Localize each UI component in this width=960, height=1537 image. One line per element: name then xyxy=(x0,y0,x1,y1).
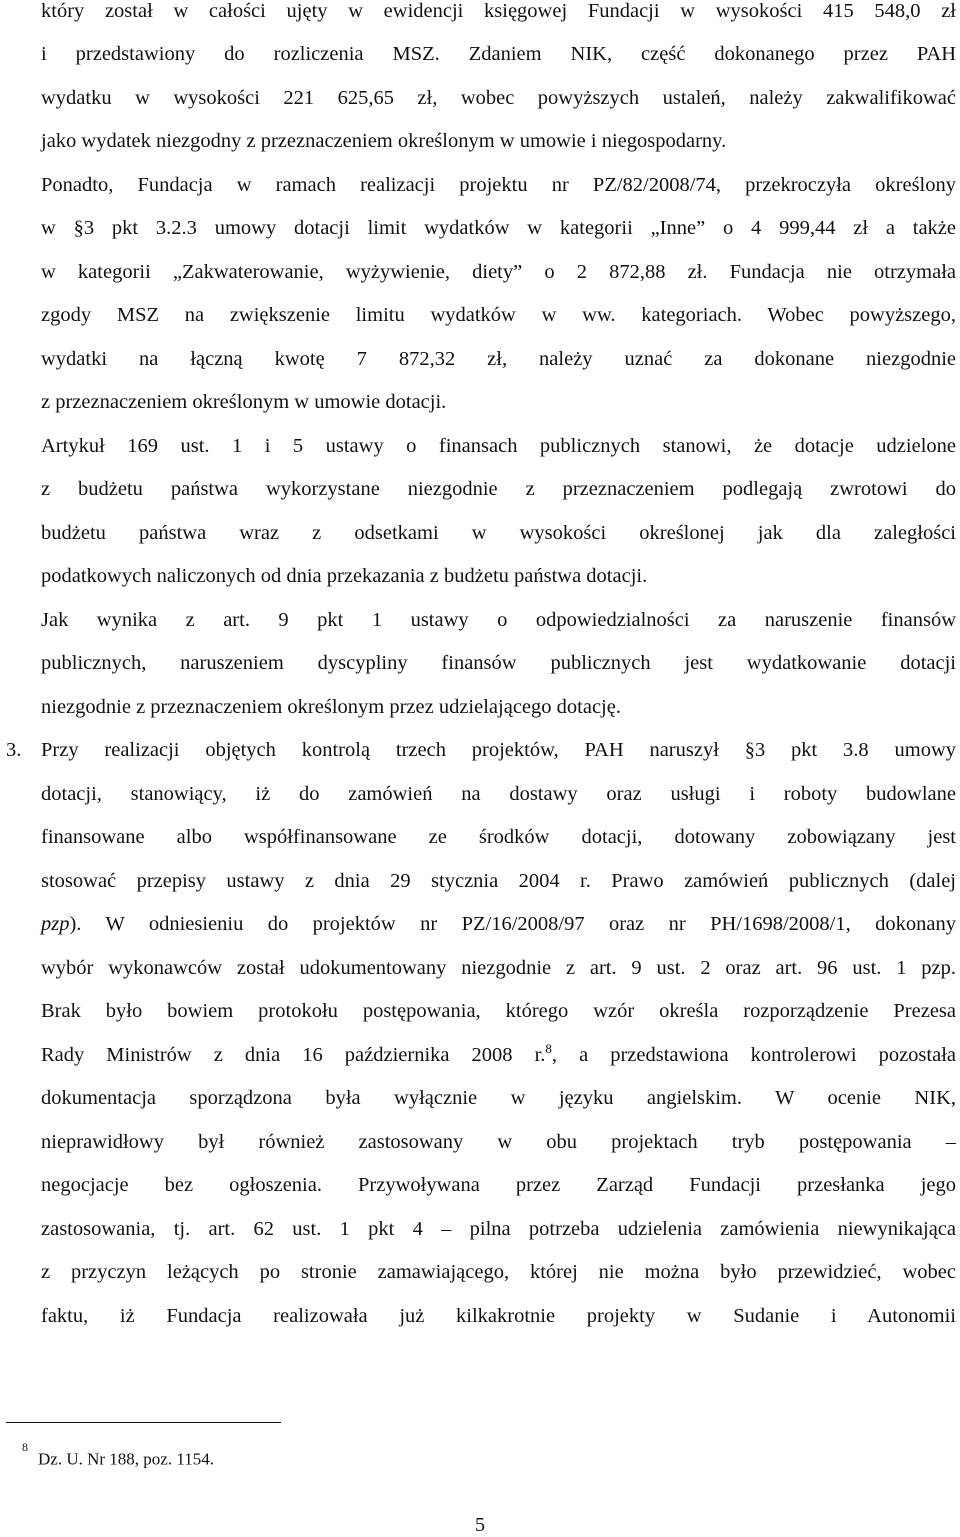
text-line: budżetu państwa wraz z odsetkami w wysokości określonej jak dla zaległości xyxy=(41,522,956,544)
italic-abbreviation: pzp xyxy=(41,913,70,935)
footnote xyxy=(22,1440,214,1471)
text-line: Artykuł 169 ust. 1 i 5 ustawy o finansach publicznych stanowi, że dotacje udzielone xyxy=(41,435,956,457)
text-line: nieprawidłowy był również zastosowany w obu projektach tryb postępowania – xyxy=(41,1131,956,1153)
text-line: faktu, iż Fundacja realizowała już kilkakrotnie projekty w Sudanie i Autonomii xyxy=(41,1305,956,1327)
footnote-mark: 8 xyxy=(22,1440,28,1454)
text-line: dokumentacja sporządzona była wyłącznie w języku angielskim. W ocenie NIK, xyxy=(41,1087,956,1109)
text-segment: ). W odniesieniu do projektów nr PZ/16/2008/97 oraz nr PH/1698/2008/1, dokonany xyxy=(69,913,956,935)
footnote-divider xyxy=(6,1422,281,1423)
footnote-reference: 8 xyxy=(545,1041,552,1057)
text-line: Przy realizacji objętych kontrolą trzech projektów, PAH naruszył §3 pkt 3.8 umowy xyxy=(41,739,956,761)
text-line: z przeznaczeniem określonym w umowie dotacji. xyxy=(41,391,447,413)
text-line: stosować przepisy ustawy z dnia 29 stycznia 2004 r. Prawo zamówień publicznych (dalej xyxy=(41,870,956,892)
text-line: w kategorii „Zakwaterowanie, wyżywienie, diety” o 2 872,88 zł. Fundacja nie otrzymała xyxy=(41,261,956,283)
text-segment: Rady Ministrów z dnia 16 października 2008 r. xyxy=(41,1044,546,1066)
text-line xyxy=(41,1042,956,1068)
text-line: publicznych, naruszeniem dyscypliny finansów publicznych jest wydatkowanie dotacji xyxy=(41,652,956,674)
text-line: zgody MSZ na zwiększenie limitu wydatków w ww. kategoriach. Wobec powyższego, xyxy=(41,304,956,326)
text-line: wydatku w wysokości 221 625,65 zł, wobec powyższych ustaleń, należy zakwalifikować xyxy=(41,87,956,109)
text-line: dotacji, stanowiący, iż do zamówień na dostawy oraz usługi i roboty budowlane xyxy=(41,783,956,805)
text-line: Jak wynika z art. 9 pkt 1 ustawy o odpowiedzialności za naruszenie finansów xyxy=(41,609,956,631)
text-line: Ponadto, Fundacja w ramach realizacji projektu nr PZ/82/2008/74, przekroczyła określony xyxy=(41,174,956,196)
text-line: niezgodnie z przeznaczeniem określonym przez udzielającego dotację. xyxy=(41,696,621,718)
text-line: i przedstawiony do rozliczenia MSZ. Zdaniem NIK, część dokonanego przez PAH xyxy=(41,43,956,65)
text-line: z przyczyn leżących po stronie zamawiającego, której nie można było przewidzieć, wobec xyxy=(41,1261,956,1283)
text-line: w §3 pkt 3.2.3 umowy dotacji limit wydatków w kategorii „Inne” o 4 999,44 zł a także xyxy=(41,217,956,239)
list-item-number: 3. xyxy=(6,739,22,761)
text-line: finansowane albo współfinansowane ze środków dotacji, dotowany zobowiązany jest xyxy=(41,826,956,848)
page-number: 5 xyxy=(474,1514,486,1536)
text-line: zastosowania, tj. art. 62 ust. 1 pkt 4 – pilna potrzeba udzielenia zamówienia niewynikająca xyxy=(41,1218,956,1240)
text-line: wybór wykonawców został udokumentowany niezgodnie z art. 9 ust. 2 oraz art. 96 ust. 1 pzp. xyxy=(41,957,956,979)
text-line: Brak było bowiem protokołu postępowania, którego wzór określa rozporządzenie Prezesa xyxy=(41,1000,956,1022)
text-line: który został w całości ujęty w ewidencji księgowej Fundacji w wysokości 415 548,0 zł xyxy=(41,0,956,22)
text-line xyxy=(41,911,956,937)
text-line: z budżetu państwa wykorzystane niezgodnie z przeznaczeniem podlegają zwrotowi do xyxy=(41,478,956,500)
text-line: wydatki na łączną kwotę 7 872,32 zł, należy uznać za dokonane niezgodnie xyxy=(41,348,956,370)
text-line: podatkowych naliczonych od dnia przekazania z budżetu państwa dotacji. xyxy=(41,565,648,587)
text-line: jako wydatek niezgodny z przeznaczeniem określonym w umowie i niegospodarny. xyxy=(41,130,727,152)
text-line: negocjacje bez ogłoszenia. Przywoływana przez Zarząd Fundacji przesłanka jego xyxy=(41,1174,956,1196)
text-segment: , a przedstawiona kontrolerowi pozostała xyxy=(551,1044,956,1066)
footnote-text: Dz. U. Nr 188, poz. 1154. xyxy=(38,1449,214,1469)
